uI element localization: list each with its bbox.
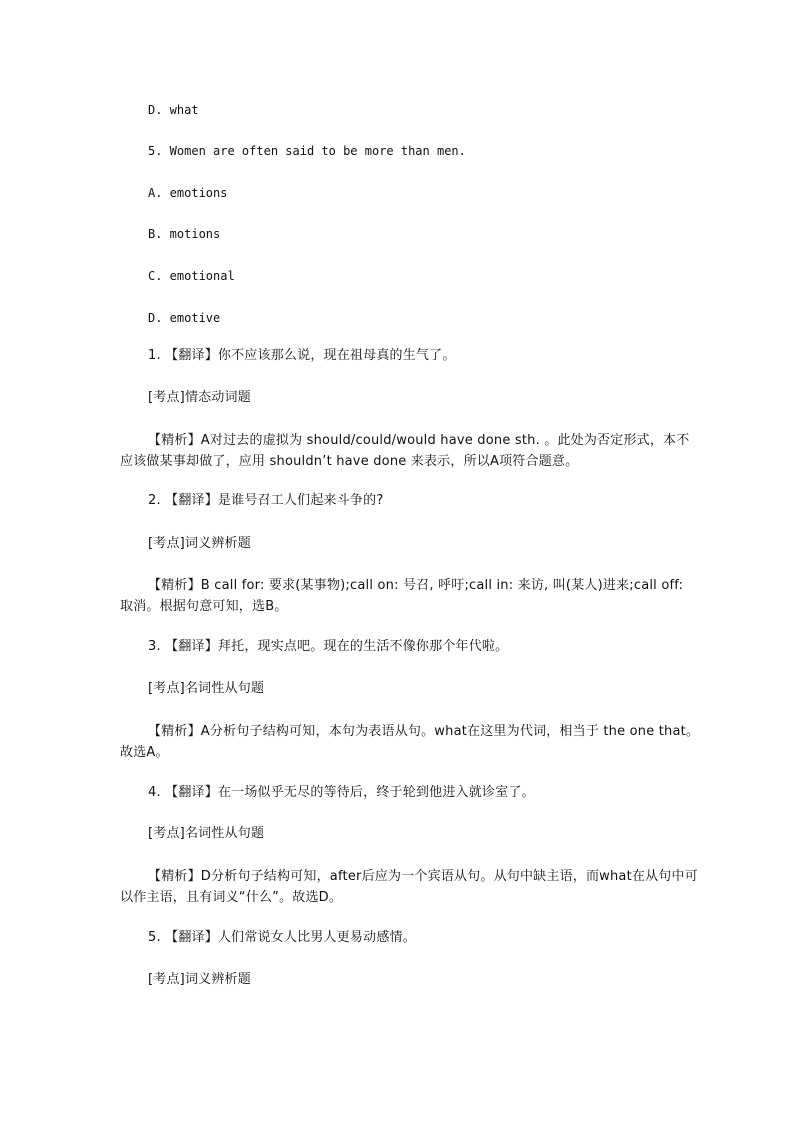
answer-4-point: [考点]名词性从句题 — [148, 826, 265, 841]
answer-2-point: [考点]词义辨析题 — [148, 536, 251, 551]
answer-3-analysis: 【精析】A分析句子结构可知，本句为表语从句。what在这里为代词，相当于 the one that。故选A。 — [120, 724, 700, 760]
answer-5-translation: 5. 【翻译】人们常说女人比男人更易动感情。 — [148, 930, 416, 945]
answer-1-analysis: 【精析】A对过去的虚拟为 should/could/would have done sth. 。此处为否定形式，本不应该做某事却做了，应用 shouldn’t have done 来表示，所以A项符合题意。 — [120, 433, 690, 469]
option-d-q4: D. what — [148, 103, 199, 117]
question-5-option-d: D. emotive — [148, 311, 221, 325]
answer-4-translation: 4. 【翻译】在一场似乎无尽的等待后，终于轮到他进入就诊室了。 — [148, 785, 535, 800]
answer-5-point: [考点]词义辨析题 — [148, 972, 251, 987]
answer-1-translation: 1. 【翻译】你不应该那么说，现在祖母真的生气了。 — [148, 348, 456, 363]
answer-3-point: [考点]名词性从句题 — [148, 681, 265, 696]
answer-4-analysis: 【精析】D分析句子结构可知，after后应为一个宾语从句。从句中缺主语，而what在从句中可以作主语，且有词义“什么”。故选D。 — [120, 869, 698, 905]
question-5-option-c: C. emotional — [148, 269, 235, 283]
answer-2-analysis: 【精析】B call for: 要求(某事物);call on: 号召, 呼吁;call in: 来访, 叫(某人)进来;call off: 取消。根据句意可知，选B。 — [120, 578, 684, 614]
answer-3-translation: 3. 【翻译】拜托，现实点吧。现在的生活不像你那个年代啦。 — [148, 639, 509, 654]
answer-2-translation: 2. 【翻译】是谁号召工人们起来斗争的? — [148, 493, 384, 508]
question-5-option-b: B. motions — [148, 227, 221, 241]
answer-1-point: [考点]情态动词题 — [148, 390, 251, 405]
question-5-option-a: A. emotions — [148, 186, 228, 200]
question-5-stem: 5. Women are often said to be more than men. — [148, 144, 466, 158]
